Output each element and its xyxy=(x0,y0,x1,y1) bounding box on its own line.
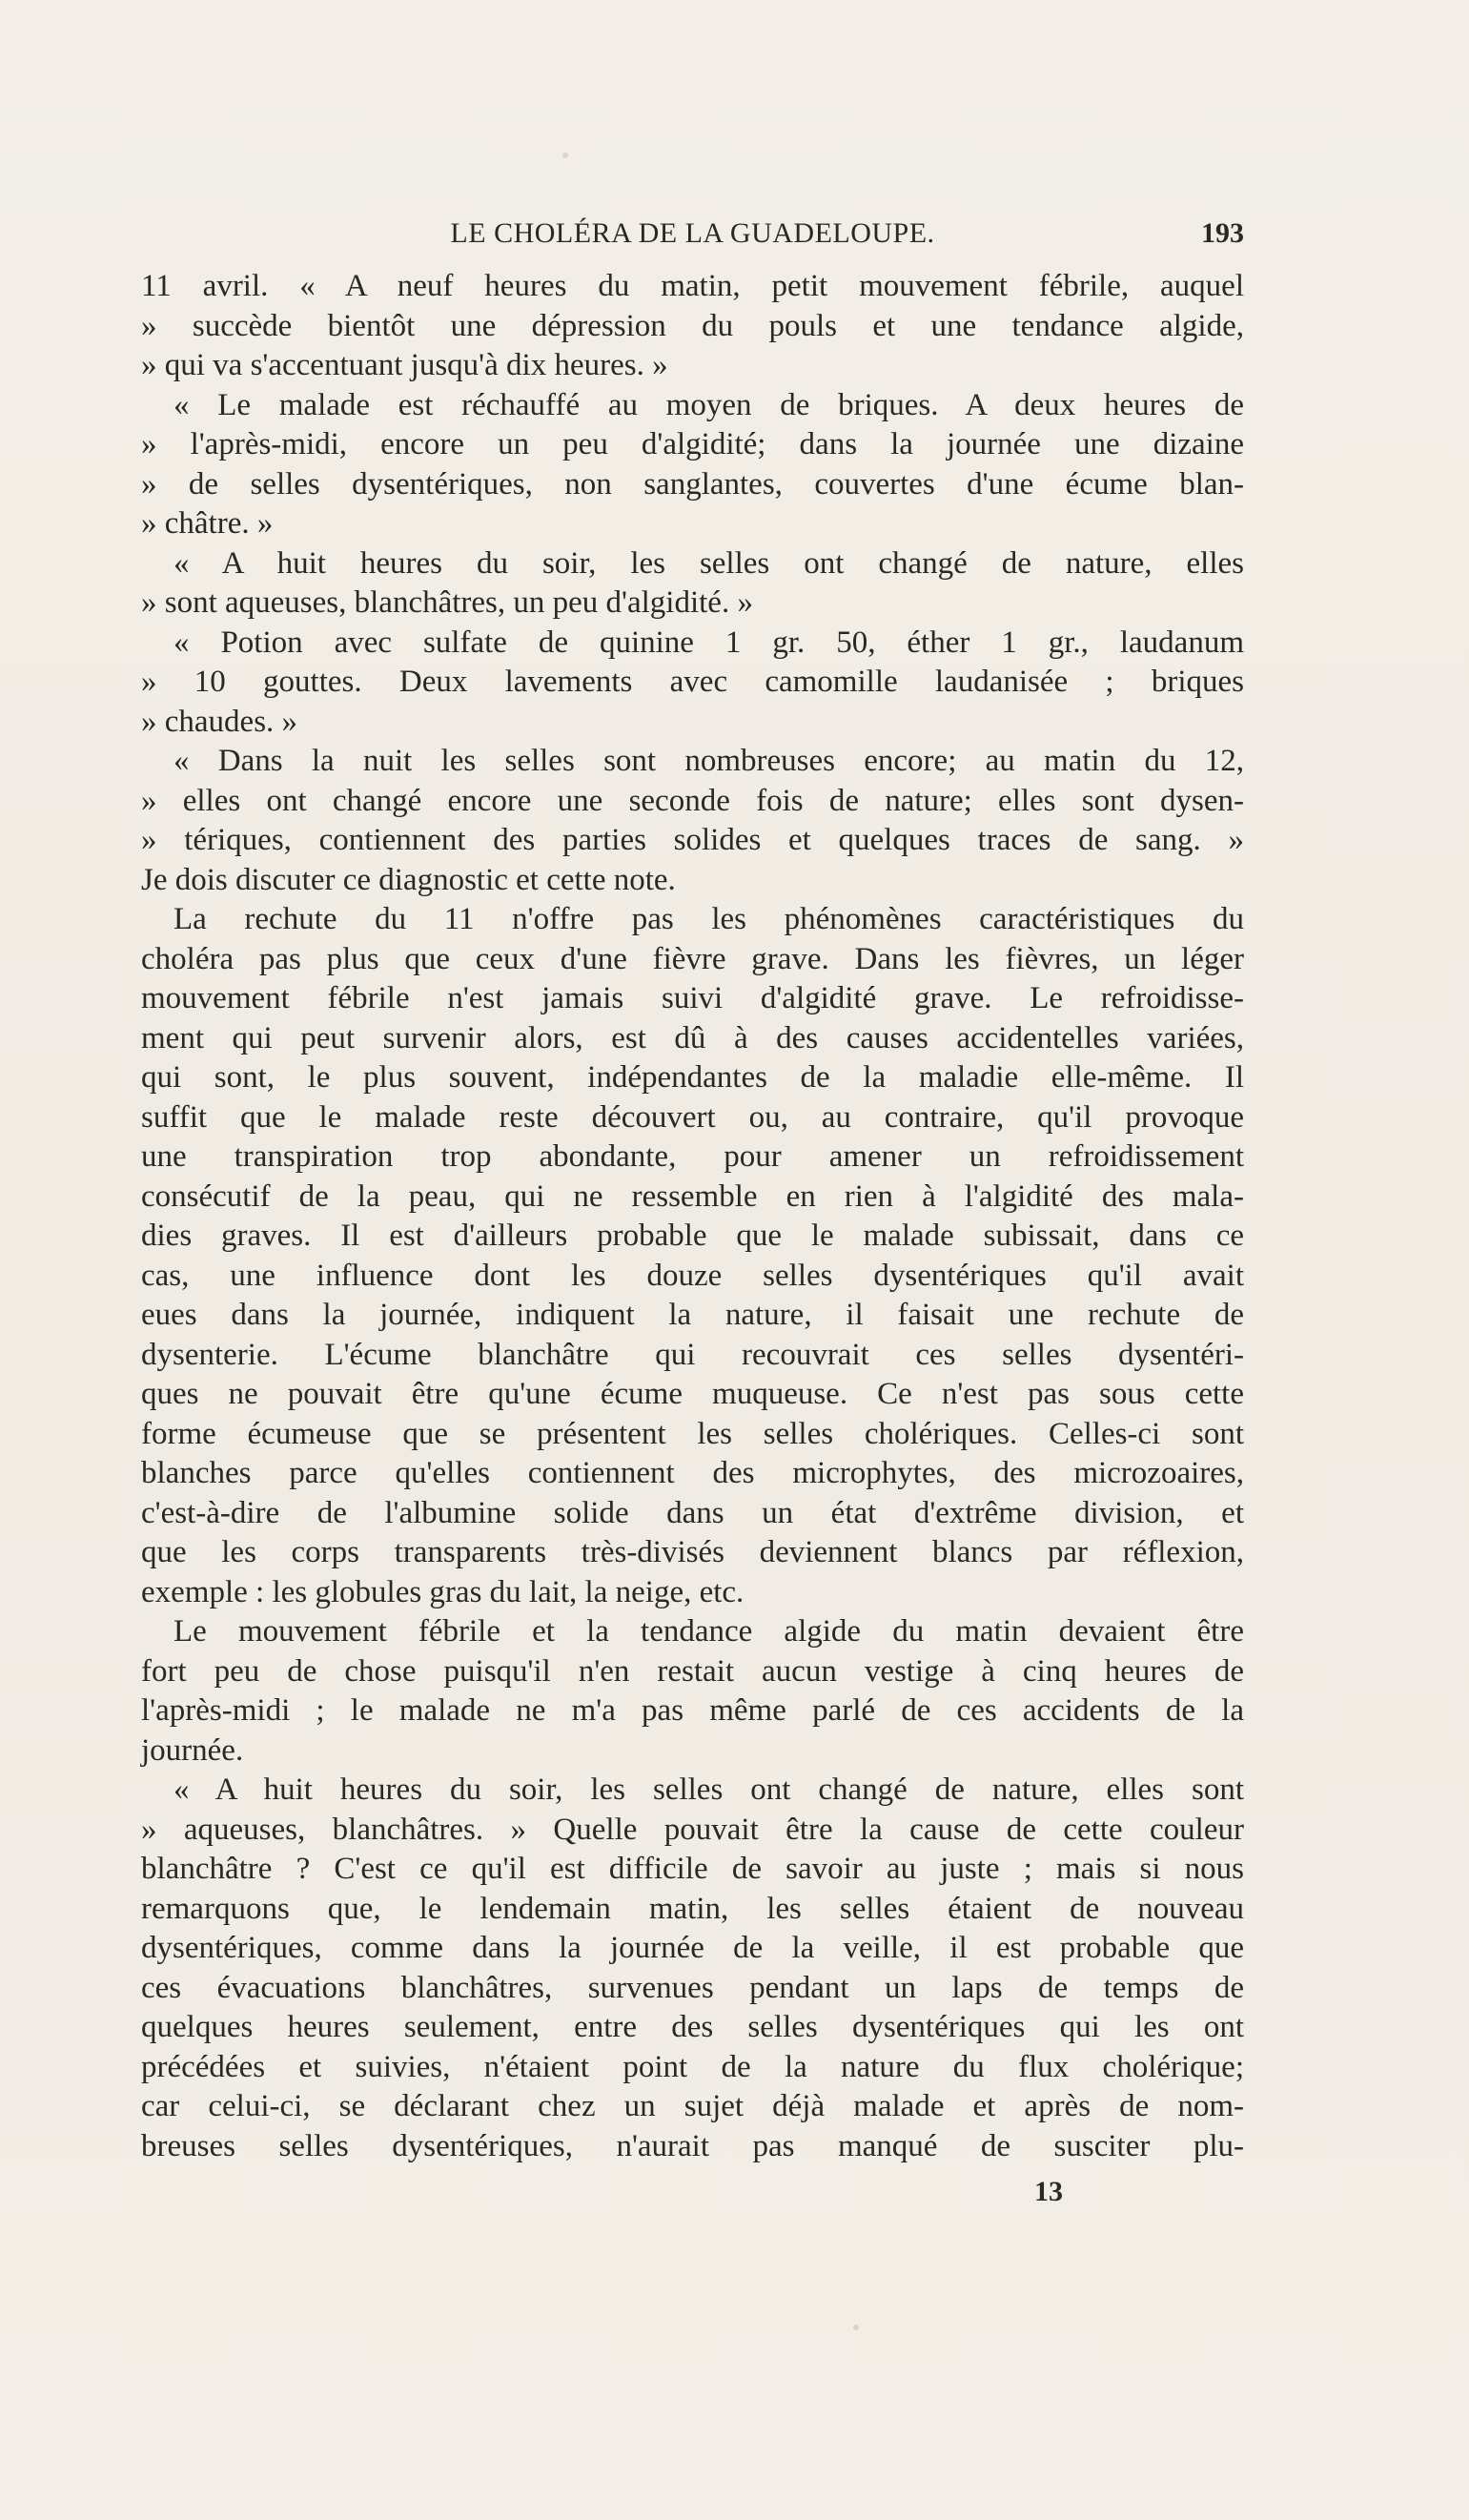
text-line: « A huit heures du soir, les selles ont changé de nature, elles xyxy=(173,545,1244,581)
text-line: » sont aqueuses, blanchâtres, un peu d'algidité. » xyxy=(141,585,753,620)
text-line: car celui-ci, se déclarant chez un sujet déjà malade et après de nom- xyxy=(141,2089,1244,2123)
running-title: LE CHOLÉRA DE LA GUADELOUPE. xyxy=(450,217,935,249)
text-line: « Le malade est réchauffé au moyen de briques. A deux heures de xyxy=(173,387,1244,422)
text-line: » elles ont changé encore une seconde fois de nature; elles sont dysen- xyxy=(141,783,1244,818)
text-line: breuses selles dysentériques, n'aurait pas manqué de susciter plu- xyxy=(141,2128,1244,2163)
text-line: » chaudes. » xyxy=(141,704,298,739)
text-line: cas, une influence dont les douze selles dysentériques qu'il avait xyxy=(141,1258,1244,1293)
text-line: Je dois discuter ce diagnostic et cette note. xyxy=(141,862,676,897)
text-line: ces évacuations blanchâtres, survenues pendant un laps de temps de xyxy=(141,1970,1244,2005)
text-line: » 10 gouttes. Deux lavements avec camomille laudanisée ; briques xyxy=(141,665,1244,699)
text-line: suffit que le malade reste découvert ou, au contraire, qu'il provoque xyxy=(141,1099,1244,1135)
text-line: forme écumeuse que se présentent les selles cholériques. Celles-ci sont xyxy=(141,1416,1244,1451)
text-line: qui sont, le plus souvent, indépendantes de la maladie elle-même. Il xyxy=(141,1060,1244,1095)
page-header xyxy=(141,208,1244,256)
text-line: » tériques, contiennent des parties solides et quelques traces de sang. » xyxy=(141,823,1244,857)
text-line: fort peu de chose puisqu'il n'en restait aucun vestige à cinq heures de xyxy=(141,1653,1244,1689)
text-line: » aqueuses, blanchâtres. » Quelle pouvait être la cause de cette couleur xyxy=(141,1812,1244,1847)
text-line: « A huit heures du soir, les selles ont changé de nature, elles sont xyxy=(173,1772,1244,1807)
body-text xyxy=(141,267,1244,2166)
text-line: c'est-à-dire de l'albumine solide dans un état d'extrême division, et xyxy=(141,1495,1244,1530)
text-line: « Dans la nuit les selles sont nombreuses encore; au matin du 12, xyxy=(173,744,1244,778)
text-line: » succède bientôt une dépression du pouls et une tendance algide, xyxy=(141,308,1244,343)
text-line: mouvement fébrile n'est jamais suivi d'algidité grave. Le refroidisse- xyxy=(141,981,1244,1015)
text-line: eues dans la journée, indiquent la nature, il faisait une rechute de xyxy=(141,1298,1244,1332)
text-block xyxy=(141,208,1244,2212)
text-line: choléra pas plus que ceux d'une fièvre grave. Dans les fièvres, un léger xyxy=(141,941,1244,976)
page-number: 193 xyxy=(1201,217,1244,249)
text-line: » qui va s'accentuant jusqu'à dix heures. » xyxy=(141,348,668,382)
text-line: dysentériques, comme dans la journée de la veille, il est probable que xyxy=(141,1931,1244,1965)
text-line: dysenterie. L'écume blanchâtre qui recouvrait ces selles dysentéri- xyxy=(141,1337,1244,1372)
text-line: La rechute du 11 n'offre pas les phénomènes caractéristiques du xyxy=(173,902,1244,936)
text-line: une transpiration trop abondante, pour amener un refroidissement xyxy=(141,1139,1244,1174)
text-line: blanches parce qu'elles contiennent des microphytes, des microzoaires, xyxy=(141,1456,1244,1490)
text-line: ment qui peut survenir alors, est dû à des causes accidentelles variées, xyxy=(141,1020,1244,1055)
text-line: que les corps transparents très-divisés deviennent blancs par réflexion, xyxy=(141,1535,1244,1569)
text-line: » de selles dysentériques, non sanglantes, couvertes d'une écume blan- xyxy=(141,466,1244,502)
text-line: 11 avril. « A neuf heures du matin, petit mouvement fébrile, auquel xyxy=(141,269,1244,303)
text-line: dies graves. Il est d'ailleurs probable que le malade subissait, dans ce xyxy=(141,1219,1244,1253)
paper-spot xyxy=(562,153,568,158)
text-line: » châtre. » xyxy=(141,506,274,541)
paper-spot xyxy=(853,2325,859,2330)
text-line: exemple : les globules gras du lait, la neige, etc. xyxy=(141,1574,745,1609)
text-line: » l'après-midi, encore un peu d'algidité; dans la journée une dizaine xyxy=(141,427,1244,461)
text-line: ques ne pouvait être qu'une écume muqueuse. Ce n'est pas sous cette xyxy=(141,1377,1244,1411)
text-line: journée. xyxy=(141,1732,244,1768)
text-line: remarquons que, le lendemain matin, les selles étaient de nouveau xyxy=(141,1891,1244,1926)
text-line: blanchâtre ? C'est ce qu'il est difficile de savoir au juste ; mais si nous xyxy=(141,1852,1244,1886)
text-line: consécutif de la peau, qui ne ressemble en rien à l'algidité des mala- xyxy=(141,1178,1244,1214)
text-line: « Potion avec sulfate de quinine 1 gr. 50, éther 1 gr., laudanum xyxy=(173,625,1244,660)
text-line: Le mouvement fébrile et la tendance algide du matin devaient être xyxy=(173,1614,1244,1649)
text-line: précédées et suivies, n'étaient point de la nature du flux cholérique; xyxy=(141,2049,1244,2084)
signature-mark: 13 xyxy=(1034,2176,1063,2207)
text-line: l'après-midi ; le malade ne m'a pas même parlé de ces accidents de la xyxy=(141,1693,1244,1728)
text-line: quelques heures seulement, entre des selles dysentériques qui les ont xyxy=(141,2010,1244,2044)
